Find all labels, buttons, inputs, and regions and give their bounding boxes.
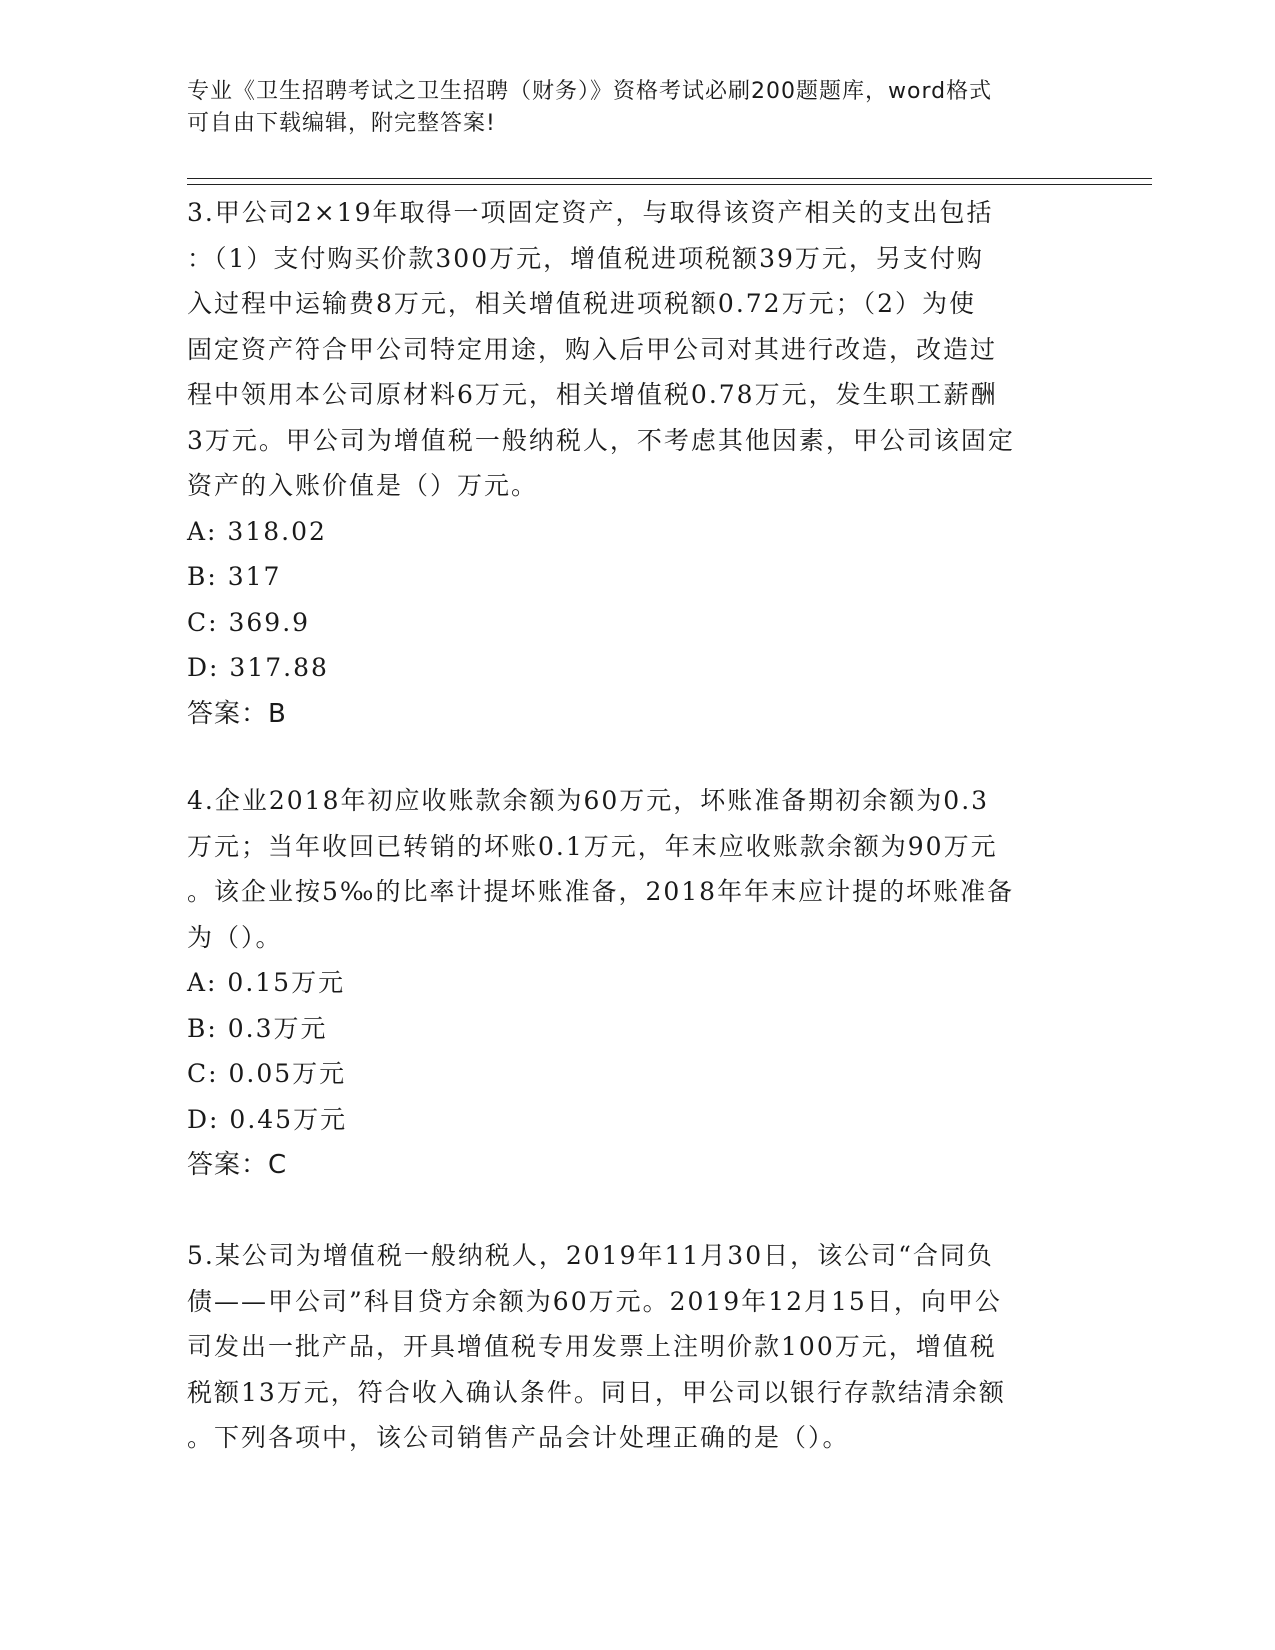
header-title-line-2: 可自由下载编辑，附完整答案!: [187, 111, 496, 136]
question-stem-line: 入过程中运输费8万元，相关增值税进项税额0.72万元；（2）为使: [187, 289, 976, 318]
question-stem-line: 3.甲公司2×19年取得一项固定资产，与取得该资产相关的支出包括: [187, 198, 994, 227]
question-stem-line: 3万元。甲公司为增值税一般纳税人，不考虑其他因素，甲公司该固定: [187, 425, 1015, 455]
question-stem-line: 程中领用本公司原材料6万元，相关增值税0.78万元，发生职工薪酬: [187, 380, 998, 409]
question-stem-line: 固定资产符合甲公司特定用途，购入后甲公司对其进行改造，改造过: [187, 334, 998, 364]
question-stem-line: 司发出一批产品，开具增值税专用发票上注明价款100万元，增值税: [187, 1332, 997, 1361]
question-3: [187, 190, 1087, 737]
question-stem-line: 税额13万元，符合收入确认条件。同日，甲公司以银行存款结清余额: [187, 1377, 1006, 1407]
header-divider-bottom: [187, 184, 1152, 185]
option-c: C: 369.9: [187, 607, 311, 637]
answer-label: 答案：B: [187, 698, 287, 729]
option-a: A: 0.15万元: [187, 968, 346, 997]
document-header: [187, 76, 1067, 140]
option-c: C: 0.05万元: [187, 1059, 347, 1088]
question-4: [187, 778, 1087, 1188]
header-divider-top: [187, 178, 1152, 179]
option-d: D: 0.45万元: [187, 1104, 348, 1134]
option-d: D: 317.88: [187, 653, 329, 682]
question-stem-line: 。该企业按5‰的比率计提坏账准备，2018年年末应计提的坏账准备: [187, 877, 1015, 906]
question-stem-line: 为（）。: [187, 922, 283, 952]
answer-label: 答案：C: [187, 1150, 288, 1180]
question-stem-line: 万元；当年收回已转销的坏账0.1万元，年末应收账款余额为90万元: [187, 831, 998, 861]
question-stem-line: 。下列各项中，该公司销售产品会计处理正确的是（）。: [187, 1423, 850, 1452]
question-stem-line: 资产的入账价值是（）万元。: [187, 471, 539, 500]
option-b: B: 317: [187, 562, 282, 591]
question-stem-line: 债——甲公司”科目贷方余额为60万元。2019年12月15日，向甲公: [187, 1286, 1002, 1316]
header-title-line-1: 专业《卫生招聘考试之卫生招聘（财务）》资格考试必刷200题题库，word格式: [187, 79, 993, 104]
question-stem-line: 5.某公司为增值税一般纳税人，2019年11月30日，该公司“合同负: [187, 1241, 994, 1270]
question-5: [187, 1233, 1087, 1461]
option-b: B: 0.3万元: [187, 1013, 328, 1043]
question-stem-line: ：（1）支付购买价款300万元，增值税进项税额39万元，另支付购: [187, 243, 984, 273]
question-stem-line: 4.企业2018年初应收账款余额为60万元，坏账准备期初余额为0.3: [187, 786, 990, 815]
option-a: A: 318.02: [187, 516, 327, 546]
